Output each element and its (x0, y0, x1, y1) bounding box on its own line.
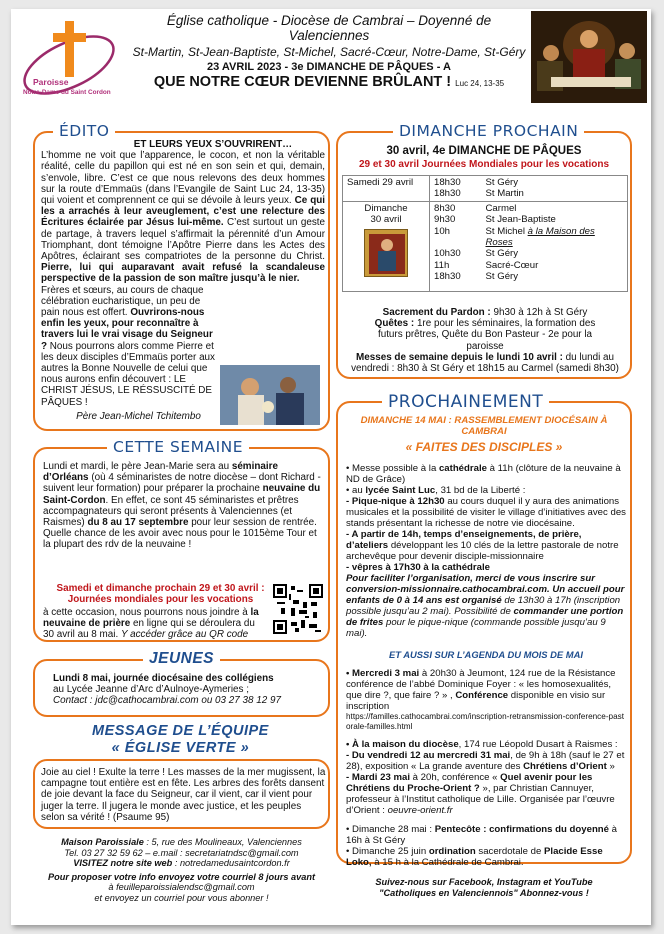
edito-box (33, 122, 330, 431)
edito-heading: ET LEURS YEUX S’OUVRIRENT… (133, 139, 293, 150)
mass-schedule-table (342, 175, 628, 292)
jeunes-box: JEUNES Lundi 8 mai, journée diocésaine des collégiens au Lycée Jeanne d’Arc d’Aulnoye-Aymeries ; Contact : jdc@cathocambrai.com ou 03 27 38 12 97 (33, 659, 330, 717)
agenda-heading: ET AUSSI SUR L’AGENDA DU MOIS DE MAI (389, 649, 583, 660)
edito-title: ÉDITO (53, 122, 115, 140)
logo-text-2: Notre-Dame du Saint Cordon (23, 89, 111, 96)
footer-right: Suivez-nous sur Facebook, Instagram et YouTube "Catholiques en Valenciennois" Abonnez-vous ! (375, 877, 593, 898)
dimanche-title: DIMANCHE PROCHAIN (393, 122, 584, 140)
header (129, 13, 529, 90)
message-text: Joie au ciel ! Exulte la terre ! Les masses de la mer mugissent, la campagne tout entière est en fête. Les arbres des forêts dansent de joie devant la face du Seigneur, car il vient, car il vient pour juger la terre. Il jugera le monde avec justice, et les peuples selon sa vérité ! (Psaume 95) (41, 767, 326, 823)
qr-code[interactable] (273, 584, 323, 634)
footer-left: Maison Paroissiale : 5, rue des Moulineaux, Valenciennes Tel. 03 27 32 59 62 – e.mail : secretariatndsc@gmail.com VISITEZ notre site web : notredamedusaintcordon.fr Pour proposer votre info envoyez votre courriel 8 jours avant à feuilleparoissialendsc@gmail.com et envoyez un courriel pour vous abonner ! (47, 837, 316, 903)
header-line1: Église catholique - Diocèse de Cambrai – Doyenné de Valenciennes (166, 13, 492, 43)
header-line2: St-Martin, St-Jean-Baptiste, St-Michel, Sacré-Cœur, Notre-Dame, St-Géry (132, 45, 526, 59)
message-box (33, 759, 330, 829)
header-headline: QUE NOTRE CŒUR DEVIENNE BRÛLANT ! Luc 24, 13-35 (153, 74, 505, 90)
prochainement-title: PROCHAINEMENT (382, 392, 549, 412)
table-row: Dimanche 30 avril 8h30 9h30 10h 10h30 11h 18h30 Carmel St Jean-Baptiste St Michel à la Maison des Roses St Géry Sacré-Cœur St Géry (343, 201, 628, 291)
emmaus-painting (531, 11, 647, 103)
prochainement-box: PROCHAINEMENT DIMANCHE 14 MAI : RASSEMBLEMENT DIOCÉSAIN À CAMBRAI « FAITES DES DISCIPLES » • Messe possible à la cathédrale à 11h (clôture de la neuvaine à ND de Grâce) • au lycée Saint Luc, 31 bd de la Liberté : - Pique-nique à 12h30 au cours duquel il y aura des animations musicales et la possibilité de visiter le village d’initiatives avec des stands présentant la richesse de notre vie diocésaine. - A partir de 14h, temps d’enseignements, de prière, d’ateliers développant les 10 clés de la lettre pastorale de notre archevêque pour devenir disciple-missionnaire - vêpres à 17h30 à la cathédrale Pour faciliter l’organisation, merci de vous inscrire sur conversion-missionnaire.cathocambrai.com. Un accueil pour enfants de 0 à 14 ans est organisé de 13h30 à 17h (inscription possible jusqu’au 2 mai). Possibilité de commander une portion de frites pour le pique-nique (commande possible jusqu’au 9 mai). ET AUSSI SUR L’AGENDA DU MOIS DE MAI • Mercredi 3 mai à 20h30 à Jeumont, 124 rue de la Résistance conférence de l’abbé Dominique Foyer : « les homosexualités, que dire ?, que faire ? » , Conférence disponible en visio sur inscription https://familles.cathocambrai.com/inscription-retransmission-conference-pastorale-familles.html • À la maison du diocèse, 174 rue Léopold Dusart à Raismes : - Du vendredi 12 au mercredi 31 mai, de 9h à 18h (sauf le 27 et 28), exposition « La grande aventure des Chrétiens d’Orient » - Mardi 23 mai à 20h, conférence « Quel avenir pour les Chrétiens du Proche-Orient ? », par Christian Cannuyer, professeur à l’Institut catholique de Lille. Organisée par l’œuvre d’Orient : oeuvre-orient.fr • Dimanche 28 mai : Pentecôte : confirmations du doyenné à 16h à St Géry • Dimanche 25 juin ordination sacerdotale de Placide Esse Loko, à 15 h à la Cathédrale de Cambrai. (336, 401, 632, 864)
bulletin-page (11, 9, 651, 925)
parish-logo (17, 13, 127, 113)
message-title: MESSAGE DE L’ÉQUIPE « ÉGLISE VERTE » (92, 723, 269, 756)
logo-text-1: Paroisse (33, 77, 69, 87)
icon-image (364, 229, 408, 277)
vocations-note: Samedi et dimanche prochain 29 et 30 avril : Journées mondiales pour les vocations (56, 583, 265, 606)
header-date: 23 AVRIL 2023 - 3e DIMANCHE DE PÂQUES - A (207, 61, 451, 73)
dimanche-box: DIMANCHE PROCHAIN 30 avril, 4e DIMANCHE DE PÂQUES 29 et 30 avril Journées Mondiales pour les vocations Samedi 29 avril 18h30 18h30 St Géry St Martin Dimanche 30 avril 8h30 9h30 10h 10h30 11h 18h30 Carmel St Jean-Baptiste St Michel à la Maison des Roses St Géry Sacré-Cœur St Géry Sacrement du Pardon : 9h30 à 12h à St Géry Quêtes : 1re pour les séminaires, la formation des futurs prêtres, Quête du Bon Pasteur - 2e pour la paroisse Messes de semaine depuis le lundi 10 avril : du lundi au vendredi : 8h30 à St Géry et 18h15 au Carmel (samedi 8h30) (336, 131, 632, 379)
edito-text: ET LEURS YEUX S’OUVRIRENT… L’homme ne voit que l’apparence, le cocon, et non la véritable réalité, celle du papillon qui est né en son sein et qui, demain, s’envole, libre. C’est ce que nous relevons des deux hommes sur la route d’Emmaüs (dans l’Evangile de Saint Luc 24, 13-35) qui voient et comprennent ce qui se dévoile à leurs yeux. Ce qui les a arrachés à leur aveuglement, c’est une relecture des Écritures éclairée par Jésus lui-même. C’est surtout un geste de partage, à travers lequel s’affirmait la pérennité d’un Amour Triomphant, dont témoigne l’Apôtre Pierre dans les Actes des Apôtres, éclairant ses compatriotes de la personne du Christ. Pierre, lui qui auparavant avait refusé la scandaleuse perspective de la passion de son maître jusqu’à le nier. Frères et sœurs, au cours de chaque célébration eucharistique, un peu de pain nous est offert. Ouvrirons-nous enfin les yeux, pour reconnaître à travers lui le vrai visage du Seigneur ? Nous pourrons alors comme Pierre et les deux disciples d’Emmaüs porter aux autres la Bonne Nouvelle de celui que nous aurons enfin découvert : LE CHRIST JÉSUS, LE RÉSSUSCITÉ DE PÂQUES ! Père Jean-Michel Tchitembo (41, 139, 326, 422)
semaine-box: CETTE SEMAINE Lundi et mardi, le père Jean-Marie sera au séminaire d’Orléans (où 4 séminaristes de notre diocèse – dont Richard - suivent leur formation) pour préparer la prochaine neuvaine du Saint-Cordon. En effet, ce sont 45 séminaristes et prêtres accompagnateurs qui seront présents à Valenciennes (et Raismes) du 8 au 17 septembre pour leur session de rentrée. Quelle chance de les avoir avec nous pour le 1015ème Tour et la plupart des rdv de la neuvaine ! Samedi et dimanche prochain 29 et 30 avril : Journées mondiales pour les vocations à cette occasion, nous pourrons nous joindre à la neuvaine de prière en ligne qui se déroulera du 30 avril au 8 mai. Y accéder grâce au QR code (33, 447, 330, 642)
semaine-title: CETTE SEMAINE (107, 438, 249, 456)
registration-link[interactable]: https://familles.cathocambrai.com/inscription-retransmission-conference-pastorale-familles.html (346, 712, 625, 731)
dimanche-date: 30 avril, 4e DIMANCHE DE PÂQUES (386, 145, 582, 157)
edito-image (220, 365, 320, 425)
table-row: Samedi 29 avril 18h30 18h30 St Géry St Martin (343, 176, 628, 202)
jeunes-title: JEUNES (143, 650, 220, 668)
edito-signature: Père Jean-Michel Tchitembo (76, 410, 201, 422)
cross-icon (17, 13, 127, 113)
